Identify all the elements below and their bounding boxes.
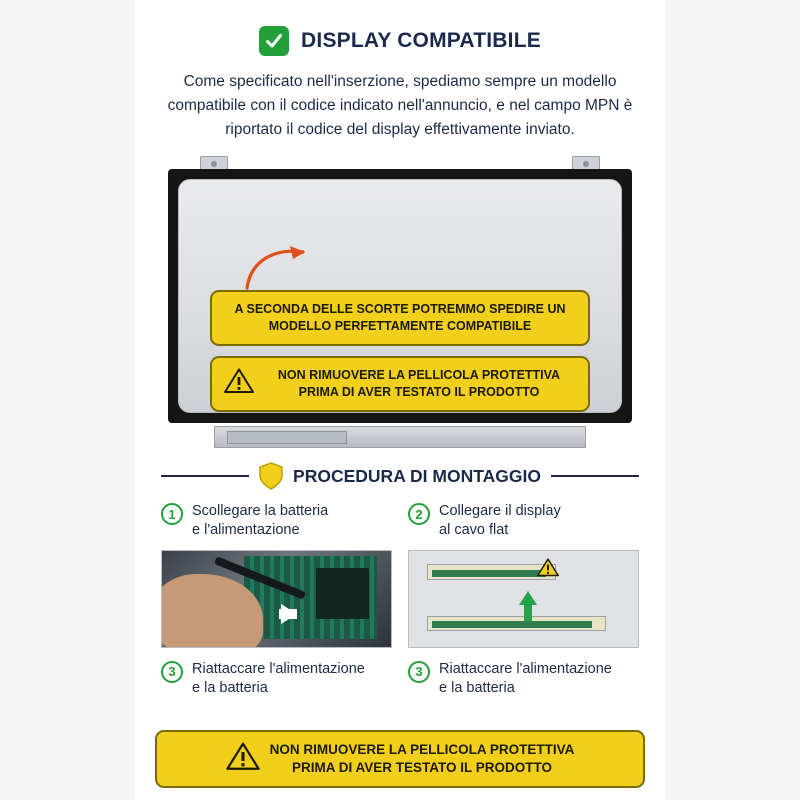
- procedure-header: [161, 462, 639, 490]
- protective-film-line1: NON RIMUOVERE LA PELLICOLA PROTETTIVA: [277, 368, 561, 383]
- panel-mount-tab-left: [200, 156, 228, 170]
- warning-triangle-icon: [537, 558, 559, 582]
- display-flat-cable-connect-photo: [408, 550, 639, 648]
- connector-top: [432, 570, 547, 577]
- curved-arrow-icon: [241, 242, 311, 290]
- step-line-1: Scollegare la batteria: [192, 503, 329, 520]
- step-text: [439, 660, 612, 698]
- connector-bottom: [432, 621, 592, 628]
- step-line-2: e l'alimentazione: [192, 521, 300, 538]
- step-2: [408, 502, 639, 540]
- step-text: [192, 660, 365, 698]
- step-3-right: [408, 660, 639, 698]
- display-panel-illustration: [154, 156, 646, 456]
- step-line-1: Collegare il display: [439, 503, 561, 520]
- insert-arrow-icon: [519, 591, 537, 605]
- warning-triangle-icon: [224, 368, 254, 399]
- step-line-2: al cavo flat: [439, 521, 509, 538]
- procedure-steps-bottom: [161, 660, 639, 698]
- footer-line-1: NON RIMUOVERE LA PELLICOLA PROTETTIVA: [269, 741, 575, 757]
- step-number: 2: [408, 503, 430, 525]
- procedure-title: PROCEDURA DI MONTAGGIO: [293, 465, 541, 486]
- divider-right: [551, 475, 639, 477]
- step-line-2: e la batteria: [192, 679, 268, 696]
- motherboard-graphic: [244, 556, 377, 639]
- step-number: 3: [161, 661, 183, 683]
- warning-triangle-icon: [226, 742, 260, 776]
- check-icon: [259, 26, 289, 56]
- procedure-steps-top: [161, 502, 639, 540]
- direction-arrow-icon: [281, 604, 297, 624]
- compatibility-notice: A SECONDA DELLE SCORTE POTREMMO SPEDIRE UN MODELLO PERFETTAMENTE COMPATIBILE: [210, 290, 590, 346]
- procedure-photos: [161, 550, 639, 648]
- panel-mount-tab-right: [572, 156, 600, 170]
- footer-warning-text: [270, 741, 575, 777]
- panel-connector: [227, 431, 347, 444]
- header: [135, 0, 665, 56]
- step-line-1: Riattaccare l'alimentazione: [439, 660, 612, 677]
- divider-left: [161, 475, 249, 477]
- footer-line-2: PRIMA DI AVER TESTATO IL PRODOTTO: [291, 759, 552, 775]
- step-line-2: e la batteria: [439, 679, 515, 696]
- panel-bezel: [168, 169, 632, 423]
- content-sheet: [135, 0, 665, 800]
- protective-film-line2: PRIMA DI AVER TESTATO IL PRODOTTO: [298, 384, 540, 399]
- page-title: DISPLAY COMPATIBILE: [301, 29, 541, 52]
- step-text: [192, 502, 328, 540]
- protective-film-notice: [210, 356, 590, 412]
- intro-text: Come specificato nell'inserzione, spediamo sempre un modello compatibile con il codice indicato nell'annuncio, e nel campo MPN è riportato il codice del display effettivamente inviato.: [167, 73, 633, 139]
- protective-film-notice-text: [262, 367, 576, 401]
- step-text: [439, 502, 561, 540]
- step-number: 1: [161, 503, 183, 525]
- footer-warning-banner: [155, 730, 645, 788]
- step-line-1: Riattaccare l'alimentazione: [192, 660, 365, 677]
- step-1: [161, 502, 392, 540]
- panel-base-strip: [214, 426, 586, 448]
- shield-icon: [259, 462, 283, 490]
- step-number: 3: [408, 661, 430, 683]
- step-3-left: [161, 660, 392, 698]
- laptop-battery-disconnect-photo: [161, 550, 392, 648]
- panel-screen: [178, 179, 622, 413]
